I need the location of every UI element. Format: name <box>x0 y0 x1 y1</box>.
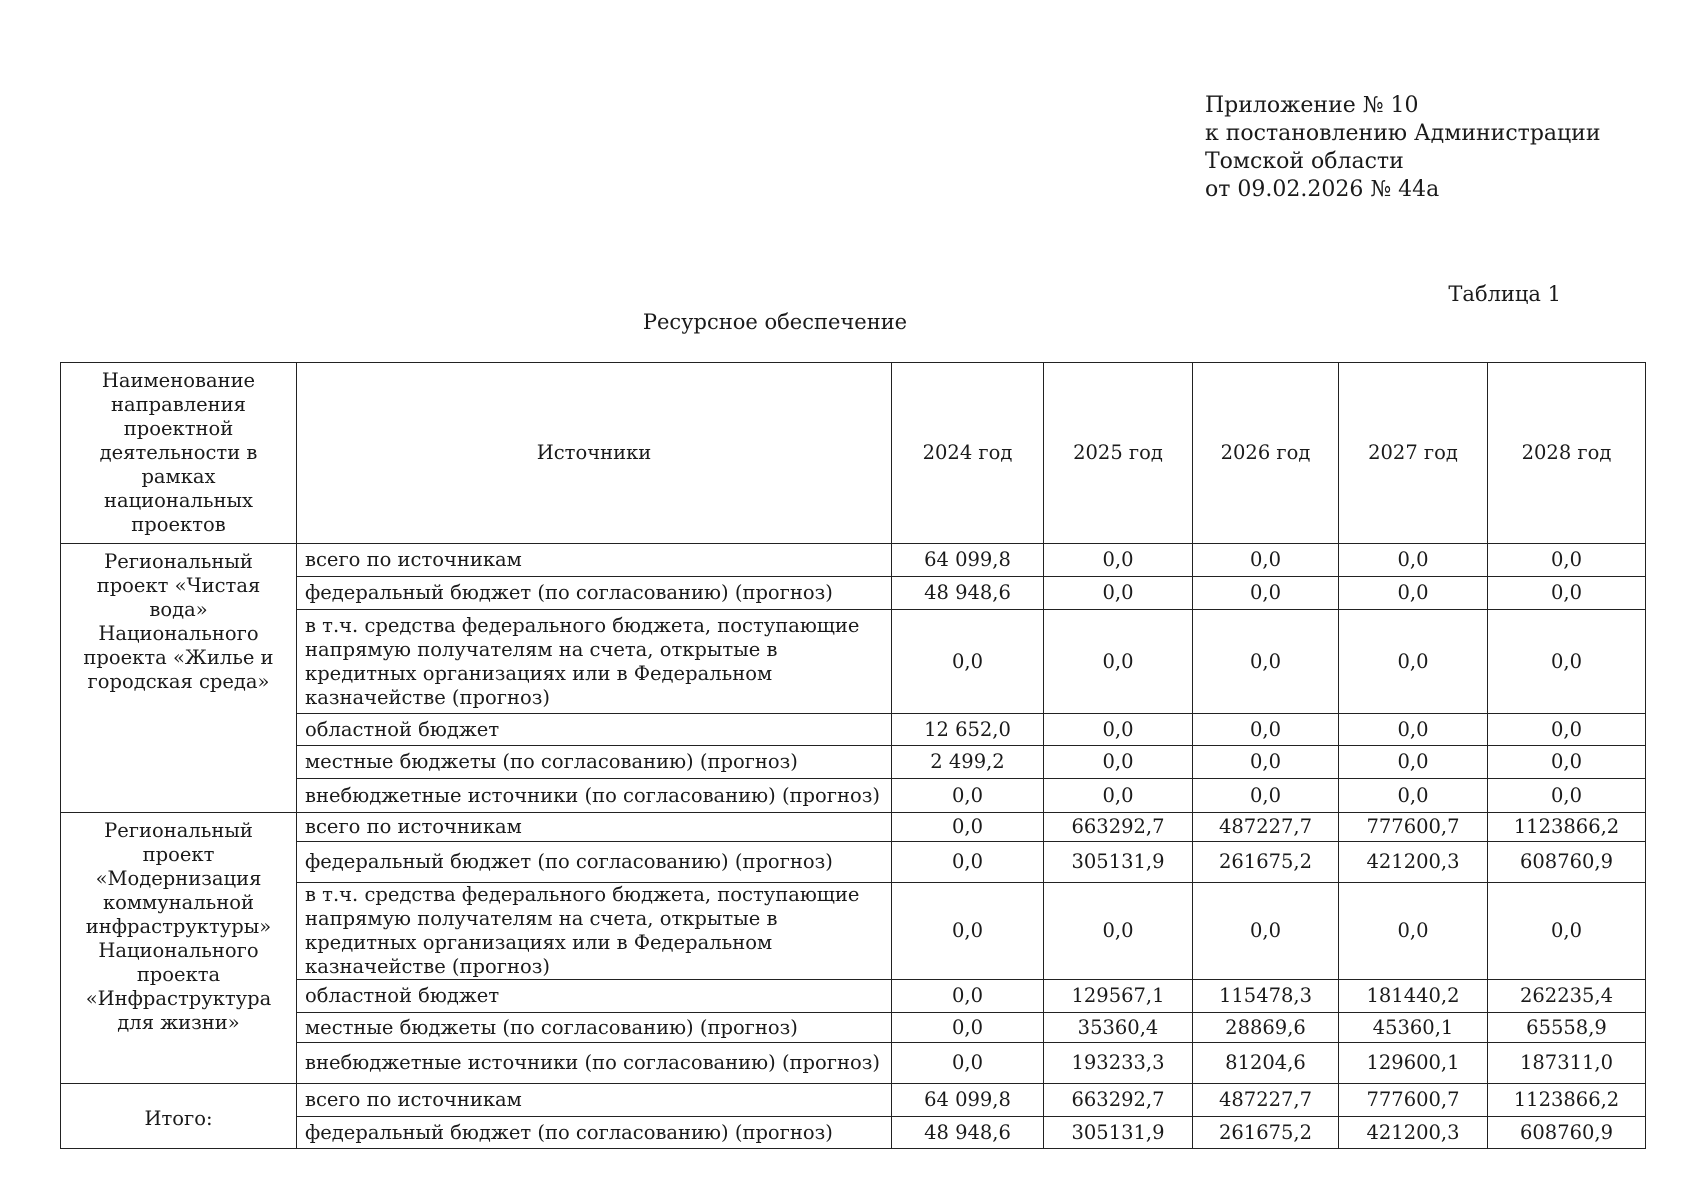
value-cell: 0,0 <box>1339 577 1488 610</box>
group-utilities-modernization-name: Региональный проект «Модернизация коммунальной инфраструктуры» Национального проекта «Инфраструктура для жизни» <box>61 813 297 1084</box>
table-row <box>61 544 1646 577</box>
header-year-2028: 2028 год <box>1488 363 1646 544</box>
header-year-2027: 2027 год <box>1339 363 1488 544</box>
value-cell: 262235,4 <box>1488 980 1646 1013</box>
value-cell: 45360,1 <box>1339 1013 1488 1043</box>
header-sources: Источники <box>297 363 892 544</box>
value-cell: 305131,9 <box>1044 842 1193 883</box>
source-cell: всего по источникам <box>297 1084 892 1117</box>
value-cell: 608760,9 <box>1488 1117 1646 1149</box>
value-cell: 64 099,8 <box>892 544 1044 577</box>
source-cell: в т.ч. средства федерального бюджета, поступающие напрямую получателям на счета, открытые в кредитных организациях или в Федеральном казначействе (прогноз) <box>297 610 892 714</box>
value-cell: 0,0 <box>892 1013 1044 1043</box>
value-cell: 181440,2 <box>1339 980 1488 1013</box>
value-cell: 48 948,6 <box>892 577 1044 610</box>
value-cell: 0,0 <box>1044 610 1193 714</box>
source-cell: всего по источникам <box>297 813 892 842</box>
value-cell: 115478,3 <box>1193 980 1339 1013</box>
appendix-line-1: Приложение № 10 <box>1205 93 1419 118</box>
value-cell: 0,0 <box>1488 714 1646 746</box>
value-cell: 0,0 <box>1044 577 1193 610</box>
value-cell: 0,0 <box>1193 779 1339 813</box>
value-cell: 777600,7 <box>1339 813 1488 842</box>
source-cell: внебюджетные источники (по согласованию) (прогноз) <box>297 1043 892 1084</box>
value-cell: 2 499,2 <box>892 746 1044 779</box>
table-row <box>61 1117 1646 1149</box>
value-cell: 64 099,8 <box>892 1084 1044 1117</box>
value-cell: 0,0 <box>1193 610 1339 714</box>
value-cell: 663292,7 <box>1044 813 1193 842</box>
table-row <box>61 577 1646 610</box>
source-cell: федеральный бюджет (по согласованию) (прогноз) <box>297 842 892 883</box>
value-cell: 0,0 <box>1339 714 1488 746</box>
value-cell: 193233,3 <box>1044 1043 1193 1084</box>
value-cell: 0,0 <box>1044 714 1193 746</box>
value-cell: 0,0 <box>1339 779 1488 813</box>
value-cell: 48 948,6 <box>892 1117 1044 1149</box>
table-row <box>61 714 1646 746</box>
table-row <box>61 883 1646 980</box>
value-cell: 0,0 <box>1339 883 1488 980</box>
value-cell: 261675,2 <box>1193 1117 1339 1149</box>
table-row <box>61 779 1646 813</box>
value-cell: 0,0 <box>1339 746 1488 779</box>
value-cell: 608760,9 <box>1488 842 1646 883</box>
value-cell: 28869,6 <box>1193 1013 1339 1043</box>
value-cell: 421200,3 <box>1339 842 1488 883</box>
value-cell: 0,0 <box>892 883 1044 980</box>
document-title: Ресурсное обеспечение <box>642 310 908 334</box>
value-cell: 0,0 <box>892 842 1044 883</box>
value-cell: 305131,9 <box>1044 1117 1193 1149</box>
table-row <box>61 746 1646 779</box>
value-cell: 129600,1 <box>1339 1043 1488 1084</box>
value-cell: 0,0 <box>1488 544 1646 577</box>
table-row <box>61 610 1646 714</box>
table-row <box>61 1043 1646 1084</box>
table-row <box>61 1084 1646 1117</box>
value-cell: 81204,6 <box>1193 1043 1339 1084</box>
value-cell: 0,0 <box>1044 883 1193 980</box>
source-cell: областной бюджет <box>297 980 892 1013</box>
value-cell: 0,0 <box>892 1043 1044 1084</box>
table-row <box>61 1013 1646 1043</box>
source-cell: всего по источникам <box>297 544 892 577</box>
value-cell: 0,0 <box>1193 544 1339 577</box>
value-cell: 0,0 <box>1488 779 1646 813</box>
value-cell: 0,0 <box>892 813 1044 842</box>
header-year-2025: 2025 год <box>1044 363 1193 544</box>
header-year-2026: 2026 год <box>1193 363 1339 544</box>
appendix-line-3: Томской области <box>1205 149 1404 174</box>
value-cell: 0,0 <box>1488 610 1646 714</box>
value-cell: 187311,0 <box>1488 1043 1646 1084</box>
value-cell: 129567,1 <box>1044 980 1193 1013</box>
value-cell: 0,0 <box>1488 883 1646 980</box>
value-cell: 0,0 <box>1193 577 1339 610</box>
value-cell: 0,0 <box>1193 883 1339 980</box>
value-cell: 487227,7 <box>1193 1084 1339 1117</box>
resource-table <box>60 362 1646 1149</box>
table-label: Таблица 1 <box>1448 282 1561 306</box>
source-cell: федеральный бюджет (по согласованию) (прогноз) <box>297 1117 892 1149</box>
value-cell: 35360,4 <box>1044 1013 1193 1043</box>
value-cell: 0,0 <box>1339 544 1488 577</box>
header-year-2024: 2024 год <box>892 363 1044 544</box>
value-cell: 421200,3 <box>1339 1117 1488 1149</box>
source-cell: федеральный бюджет (по согласованию) (прогноз) <box>297 577 892 610</box>
value-cell: 0,0 <box>892 980 1044 1013</box>
value-cell: 0,0 <box>1339 610 1488 714</box>
value-cell: 0,0 <box>1488 746 1646 779</box>
value-cell: 0,0 <box>1044 779 1193 813</box>
group-clean-water-name: Региональный проект «Чистая вода» Национального проекта «Жилье и городская среда» <box>61 544 297 813</box>
appendix-line-4: от 09.02.2026 № 44а <box>1205 177 1440 202</box>
value-cell: 487227,7 <box>1193 813 1339 842</box>
value-cell: 12 652,0 <box>892 714 1044 746</box>
source-cell: местные бюджеты (по согласованию) (прогноз) <box>297 746 892 779</box>
value-cell: 1123866,2 <box>1488 1084 1646 1117</box>
value-cell: 0,0 <box>892 779 1044 813</box>
value-cell: 0,0 <box>1193 746 1339 779</box>
group-total-name: Итого: <box>61 1084 297 1149</box>
value-cell: 261675,2 <box>1193 842 1339 883</box>
table-row <box>61 842 1646 883</box>
appendix-block <box>1205 92 1601 204</box>
source-cell: местные бюджеты (по согласованию) (прогноз) <box>297 1013 892 1043</box>
document-title-wrap <box>0 310 1698 334</box>
value-cell: 0,0 <box>1488 577 1646 610</box>
value-cell: 777600,7 <box>1339 1084 1488 1117</box>
source-cell: внебюджетные источники (по согласованию) (прогноз) <box>297 779 892 813</box>
value-cell: 663292,7 <box>1044 1084 1193 1117</box>
table-header-row <box>61 363 1646 544</box>
table-row <box>61 813 1646 842</box>
header-name: Наименование направления проектной деятельности в рамках национальных проектов <box>61 363 297 544</box>
value-cell: 0,0 <box>1044 544 1193 577</box>
source-cell: в т.ч. средства федерального бюджета, поступающие напрямую получателям на счета, открытые в кредитных организациях или в Федеральном казначействе (прогноз) <box>297 883 892 980</box>
appendix-line-2: к постановлению Администрации <box>1205 121 1601 146</box>
value-cell: 65558,9 <box>1488 1013 1646 1043</box>
value-cell: 0,0 <box>1044 746 1193 779</box>
source-cell: областной бюджет <box>297 714 892 746</box>
value-cell: 0,0 <box>892 610 1044 714</box>
value-cell: 1123866,2 <box>1488 813 1646 842</box>
table-row <box>61 980 1646 1013</box>
value-cell: 0,0 <box>1193 714 1339 746</box>
